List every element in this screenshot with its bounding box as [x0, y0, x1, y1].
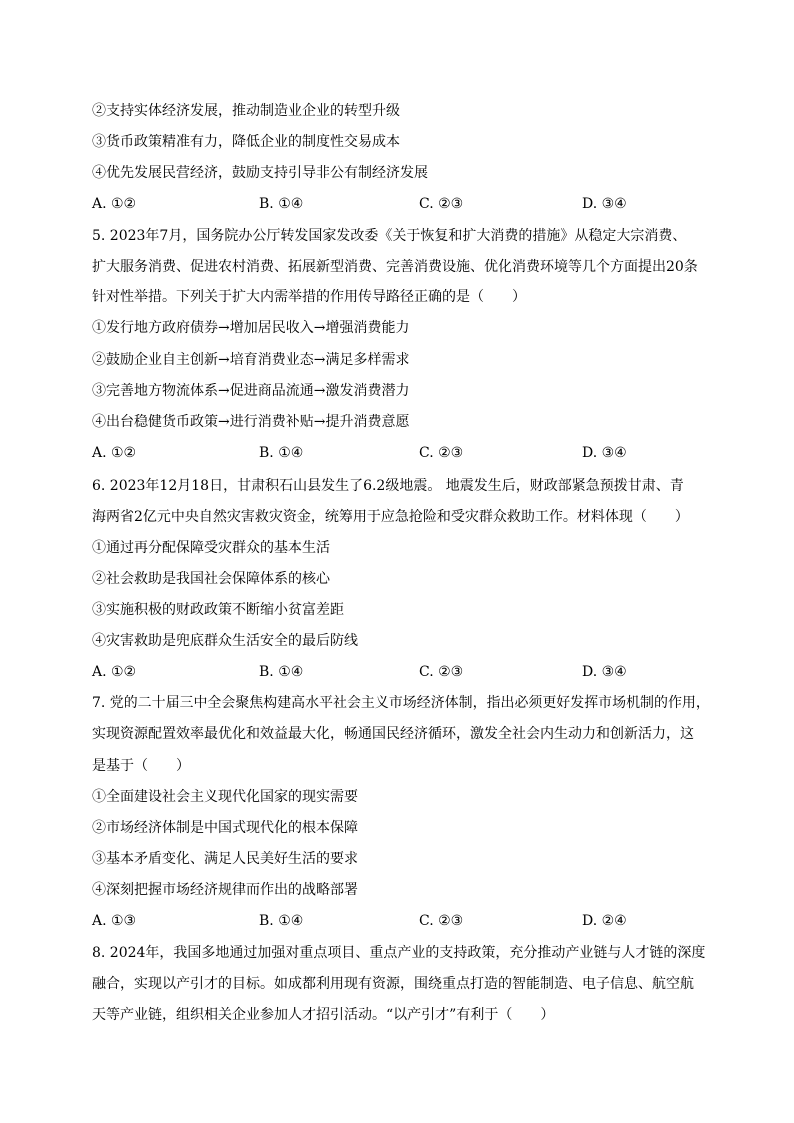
q6-stem-line-2: 海两省2亿元中央自然灾害救灾资金，统筹用于应急抢险和受灾群众救助工作。材料体现（ ） [92, 509, 689, 525]
q6-option-b: B. ①④ [259, 664, 304, 680]
q7-stem-line-2: 实现资源配置效率最优化和效益最大化，畅通国民经济循环，激发全社会内生动力和创新活力，这 [92, 726, 694, 742]
q7-stem-line-3: 是基于（ ） [92, 758, 190, 774]
q7-option-d: D. ②④ [582, 913, 627, 929]
q4-options [92, 195, 712, 213]
q4-option-a: A. ①② [92, 196, 137, 212]
q5-option-d: D. ③④ [582, 445, 627, 461]
q6-item-4: ④灾害救助是兜底群众生活安全的最后防线 [92, 633, 358, 649]
q7-item-3: ③基本矛盾变化、满足人民美好生活的要求 [92, 851, 358, 867]
q6-item-2: ②社会救助是我国社会保障体系的核心 [92, 571, 330, 587]
q7-item-1: ①全面建设社会主义现代化国家的现实需要 [92, 789, 358, 805]
q5-item-4: ④出台稳健货币政策→进行消费补贴→提升消费意愿 [92, 414, 410, 430]
q6-option-c: C. ②③ [419, 664, 464, 680]
q5-stem-line-3: 针对性举措。下列关于扩大内需举措的作用传导路径正确的是（ ） [92, 289, 526, 305]
q5-option-a: A. ①② [92, 445, 137, 461]
q7-item-2: ②市场经济体制是中国式现代化的根本保障 [92, 820, 358, 836]
q6-options [92, 663, 712, 681]
q5-item-3: ③完善地方物流体系→促进商品流通→激发消费潜力 [92, 383, 410, 399]
q5-stem-line-1: 5. 2023年7月，国务院办公厅转发国家发改委《关于恢复和扩大消费的措施》从稳定大宗消费、 [92, 228, 687, 244]
q7-option-b: B. ①④ [259, 913, 304, 929]
q5-stem-line-2: 扩大服务消费、促进农村消费、拓展新型消费、完善消费设施、优化消费环境等几个方面提出20条 [92, 259, 698, 275]
q4-item-4: ④优先发展民营经济，鼓励支持引导非公有制经济发展 [92, 165, 428, 181]
q6-option-a: A. ①② [92, 664, 137, 680]
q4-option-d: D. ③④ [582, 196, 627, 212]
q6-item-3: ③实施积极的财政政策不断缩小贫富差距 [92, 602, 344, 618]
q4-item-2: ②支持实体经济发展，推动制造业企业的转型升级 [92, 103, 400, 119]
q4-item-3: ③货币政策精准有力，降低企业的制度性交易成本 [92, 134, 400, 150]
q6-stem-line-1: 6. 2023年12月18日，甘肃积石山县发生了6.2级地震。 地震发生后，财政部紧急预拨甘肃、青 [92, 478, 684, 494]
q5-option-c: C. ②③ [419, 445, 464, 461]
q4-option-b: B. ①④ [259, 196, 304, 212]
q5-options [92, 444, 712, 462]
q6-item-1: ①通过再分配保障受灾群众的基本生活 [92, 540, 330, 556]
q7-stem-line-1: 7. 党的二十届三中全会聚焦构建高水平社会主义市场经济体制，指出必须更好发挥市场机制的作用， [92, 695, 710, 711]
q7-item-4: ④深刻把握市场经济规律而作出的战略部署 [92, 882, 358, 898]
q8-stem-line-2: 融合，实现以产引才的目标。如成都利用现有资源，围绕重点打造的智能制造、电子信息、航空航 [92, 976, 694, 992]
q8-stem-line-1: 8. 2024年，我国多地通过加强对重点项目、重点产业的支持政策，充分推动产业链与人才链的深度 [92, 945, 706, 961]
q6-option-d: D. ③④ [582, 664, 627, 680]
q8-stem-line-3: 天等产业链，组织相关企业参加人才招引活动。“以产引才”有利于（ ） [92, 1007, 555, 1023]
q7-option-c: C. ②③ [419, 913, 464, 929]
q5-item-1: ①发行地方政府债券→增加居民收入→增强消费能力 [92, 320, 410, 336]
q5-item-2: ②鼓励企业自主创新→培育消费业态→满足多样需求 [92, 352, 410, 368]
q4-option-c: C. ②③ [419, 196, 464, 212]
q7-option-a: A. ①③ [92, 913, 137, 929]
q5-option-b: B. ①④ [259, 445, 304, 461]
q7-options [92, 912, 712, 930]
